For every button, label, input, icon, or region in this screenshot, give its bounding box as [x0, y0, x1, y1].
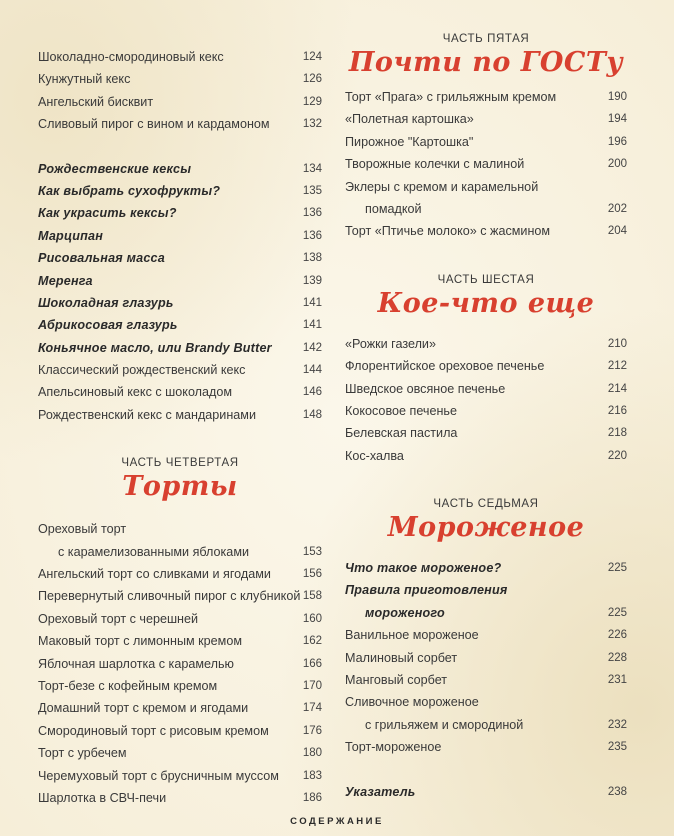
toc-entry[interactable]: Сливочное мороженое — [345, 695, 479, 710]
page-number: 174 — [302, 702, 322, 715]
page-number: 214 — [607, 382, 627, 395]
spacer — [345, 321, 627, 333]
toc-entry[interactable]: Ореховый торт с черешней 160 — [38, 608, 322, 630]
page-number: 141 — [302, 319, 322, 332]
toc-entry[interactable]: Шведское овсяное печенье 214 — [345, 378, 627, 400]
toc-entry[interactable]: Как украсить кексы? 136 — [38, 202, 322, 224]
page-number: 196 — [607, 135, 627, 148]
toc-entry[interactable]: Манговый сорбет 231 — [345, 669, 627, 691]
toc-entry[interactable]: помадкой 202 — [345, 198, 627, 220]
page-number: 146 — [302, 386, 322, 399]
page-number: 139 — [302, 274, 322, 287]
toc-entry[interactable]: Торт-мороженое 235 — [345, 736, 627, 758]
page-number: 190 — [607, 91, 627, 103]
toc-entry[interactable]: Торт с урбечем 180 — [38, 742, 322, 764]
page-number: 180 — [302, 747, 322, 760]
page-number: 153 — [302, 545, 322, 558]
toc-entry[interactable]: Творожные колечки с малиной 200 — [345, 153, 627, 175]
toc-entry[interactable]: Кос-халва 220 — [345, 445, 627, 467]
toc-entry[interactable]: Рисовальная масса 138 — [38, 247, 322, 269]
page-number: 142 — [302, 341, 322, 354]
page-number: 228 — [607, 651, 627, 664]
toc-entry[interactable]: Апельсиновый кекс с шоколадом 146 — [38, 381, 322, 403]
toc-entry[interactable]: Сливовый пирог с вином и кардамоном 132 — [38, 113, 322, 135]
toc-entry[interactable]: Пирожное "Картошка" 196 — [345, 131, 627, 153]
spacer — [38, 136, 322, 158]
toc-entry[interactable]: Как выбрать сухофрукты? 135 — [38, 180, 322, 202]
toc-entry[interactable]: Малиновый сорбет 228 — [345, 647, 627, 669]
page-number: 218 — [607, 427, 627, 440]
toc-entry[interactable]: Кокосовое печенье 216 — [345, 400, 627, 422]
spacer — [345, 467, 627, 497]
toc-entry[interactable]: Классический рождественский кекс 144 — [38, 359, 322, 381]
page-number: 166 — [302, 657, 322, 670]
spacer — [345, 759, 627, 781]
page-number: 194 — [607, 113, 627, 126]
toc-entry[interactable]: «Рожки газели» 210 — [345, 333, 627, 355]
page-number: 186 — [302, 791, 322, 804]
page-number: 232 — [607, 718, 627, 731]
toc-entry[interactable]: Меренга 139 — [38, 270, 322, 292]
toc-entry[interactable]: Белевская пастила 218 — [345, 422, 627, 444]
toc-entry[interactable]: Ванильное мороженое 226 — [345, 624, 627, 646]
page-number: 136 — [302, 229, 322, 242]
toc-entry[interactable]: Флорентийское ореховое печенье 212 — [345, 355, 627, 377]
part-label: ЧАСТЬ ШЕСТАЯ — [437, 273, 535, 286]
toc-entry[interactable]: Домашний торт с кремом и ягодами 174 — [38, 697, 322, 719]
toc-entry[interactable]: Шоколадно-смородиновый кекс 124 — [38, 46, 322, 68]
page-number: 156 — [302, 568, 322, 581]
page-number: 212 — [607, 360, 627, 373]
toc-entry[interactable]: Марципан 136 — [38, 225, 322, 247]
toc-entry[interactable]: «Полетная картошка» 194 — [345, 108, 627, 130]
toc-entry[interactable]: Коньячное масло, или Brandy Butter 142 — [38, 337, 322, 359]
toc-entry[interactable]: Маковый торт с лимонным кремом 162 — [38, 630, 322, 652]
toc-entry[interactable]: Эклеры с кремом и карамельной — [345, 179, 539, 194]
page-number: 124 — [302, 51, 322, 63]
toc-entry[interactable]: Торт «Прага» с грильяжным кремом 190 — [345, 86, 627, 108]
toc-entry[interactable]: Ангельский бисквит 129 — [38, 91, 322, 113]
page-number: 162 — [302, 635, 322, 648]
page-number: 220 — [607, 449, 627, 462]
toc-entry[interactable]: Что такое мороженое? 225 — [345, 557, 627, 579]
toc-entry[interactable]: Торт-безе с кофейным кремом 170 — [38, 675, 322, 697]
toc-entry[interactable]: Яблочная шарлотка с карамелью 166 — [38, 653, 322, 675]
page-number: 160 — [302, 612, 322, 625]
spacer — [38, 426, 322, 456]
page-number: 158 — [302, 590, 322, 603]
right-column — [345, 32, 627, 803]
page-number: 238 — [607, 785, 627, 798]
toc-entry[interactable]: с грильяжем и смородиной 232 — [345, 714, 627, 736]
part-title: Мороженое — [387, 512, 585, 544]
page-number: 129 — [302, 95, 322, 108]
page-number: 204 — [607, 225, 627, 238]
part-title: Кое-что еще — [377, 287, 595, 319]
page-number: 226 — [607, 629, 627, 642]
spacer — [345, 545, 627, 557]
spacer — [38, 504, 322, 518]
part-title: Почти по ГОСТу — [348, 47, 624, 78]
page-number: 235 — [607, 741, 627, 754]
spacer — [345, 243, 627, 273]
page-number: 148 — [302, 408, 322, 421]
page-number: 170 — [302, 679, 322, 692]
toc-entry[interactable]: Абрикосовая глазурь 141 — [38, 314, 322, 336]
toc-entry[interactable]: Шарлотка в СВЧ-печи 186 — [38, 787, 322, 809]
page-number: 225 — [607, 606, 627, 619]
toc-entry[interactable]: Рождественский кекс с мандаринами 148 — [38, 404, 322, 426]
page-number: 225 — [607, 562, 627, 575]
page-number: 141 — [302, 296, 322, 309]
part-label: ЧАСТЬ СЕДЬМАЯ — [433, 498, 539, 511]
toc-entry[interactable]: Кунжутный кекс 126 — [38, 68, 322, 90]
page-number: 176 — [302, 724, 322, 737]
part-label: ЧАСТЬ ЧЕТВЕРТАЯ — [121, 457, 239, 470]
toc-entry[interactable]: Перевернутый сливочный пирог с клубникой 158 — [38, 585, 322, 607]
part-label: ЧАСТЬ ПЯТАЯ — [442, 33, 530, 45]
page-footer: СОДЕРЖАНИЕ — [290, 816, 384, 827]
toc-entry[interactable]: Черемуховый торт с брусничным муссом 183 — [38, 765, 322, 787]
page-number: 183 — [302, 769, 322, 782]
toc-entry[interactable]: Смородиновый торт с рисовым кремом 176 — [38, 720, 322, 742]
page-number: 210 — [607, 337, 627, 350]
page-number: 200 — [607, 158, 627, 171]
toc-entry[interactable]: мороженого 225 — [345, 602, 627, 624]
page-number: 138 — [302, 252, 322, 265]
toc-entry-index[interactable]: Указатель 238 — [345, 781, 627, 803]
toc-entry-section[interactable]: Рождественские кексы 134 — [38, 158, 322, 180]
part-title: Торты — [122, 471, 238, 503]
toc-entry[interactable]: Правила приготовления — [345, 583, 508, 598]
page-number: 144 — [302, 364, 322, 377]
page-number: 132 — [302, 118, 322, 131]
page-number: 134 — [302, 162, 322, 175]
page-number: 202 — [607, 202, 627, 215]
toc-entry[interactable]: с карамелизованными яблоками 153 — [38, 541, 322, 563]
left-column — [38, 46, 322, 809]
toc-entry[interactable]: Торт «Птичье молоко» с жасмином 204 — [345, 220, 627, 242]
page-number: 231 — [607, 674, 627, 687]
toc-entry[interactable]: Шоколадная глазурь 141 — [38, 292, 322, 314]
toc-entry[interactable]: Ореховый торт — [38, 522, 127, 537]
toc-entry[interactable]: Ангельский торт со сливками и ягодами 156 — [38, 563, 322, 585]
page-number: 126 — [302, 73, 322, 86]
page-number: 135 — [302, 184, 322, 197]
page-number: 216 — [607, 404, 627, 417]
page-number: 136 — [302, 207, 322, 220]
